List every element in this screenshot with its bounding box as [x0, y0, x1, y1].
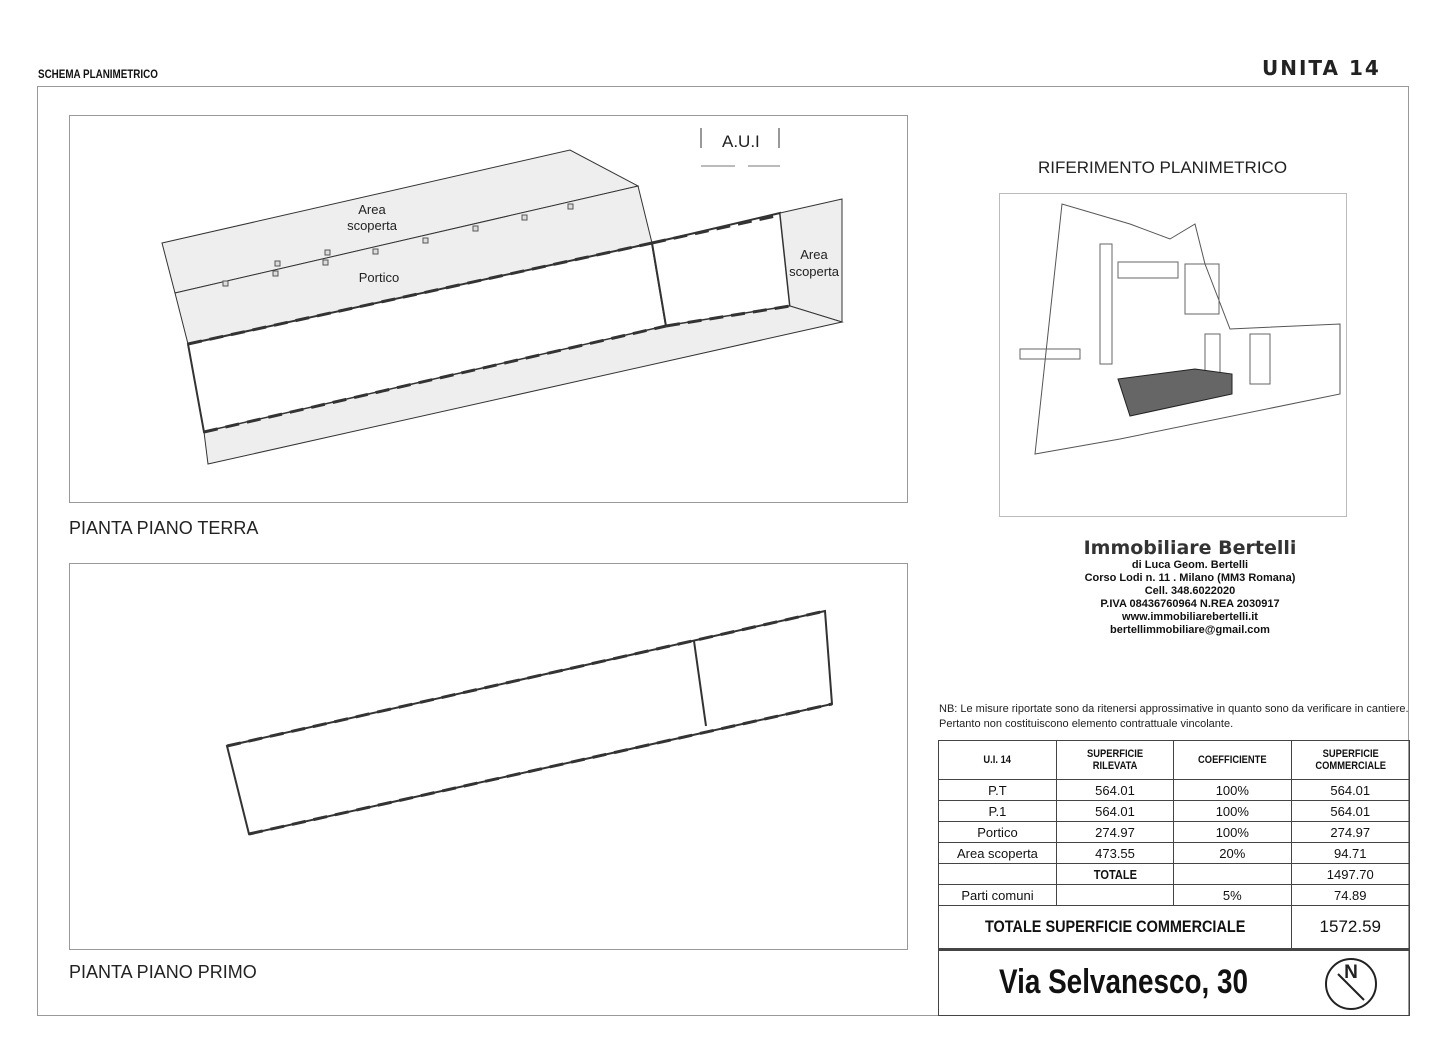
ground-floor-label: PIANTA PIANO TERRA [69, 518, 259, 538]
table-cell: 274.97 [1056, 822, 1173, 843]
unit-title: UNITA 14 [1262, 56, 1381, 80]
table-cell: Parti comuni [939, 885, 1057, 906]
table-row [939, 843, 1410, 864]
table-header: SUPERFICIE COMMERCIALE [1291, 741, 1409, 780]
address-text: Via Selvanesco, 30 [999, 963, 1249, 1001]
table-cell: 100% [1174, 780, 1291, 801]
totale-value: 1497.70 [1291, 864, 1409, 885]
grand-total-row [939, 906, 1410, 949]
company-info [1060, 537, 1320, 637]
aui-label: A.U.I [722, 132, 760, 151]
table-cell: P.1 [939, 801, 1057, 822]
table-cell: 564.01 [1291, 780, 1409, 801]
table-cell: Area scoperta [939, 843, 1057, 864]
ground-floor-panel [69, 115, 908, 503]
company-name: Immobiliare Bertelli [1083, 537, 1297, 559]
portico-label: Portico [358, 270, 400, 285]
schema-title: SCHEMA PLANIMETRICO [38, 67, 158, 81]
area-scoperta-right-label-1: Area [800, 247, 828, 262]
table-cell: 94.71 [1291, 843, 1409, 864]
table-cell: 74.89 [1291, 885, 1409, 906]
company-line: P.IVA 08436760964 N.REA 2030917 [1100, 598, 1280, 610]
table-row [939, 885, 1410, 906]
north-label: N [1344, 962, 1358, 983]
address-box [938, 949, 1410, 1016]
site-plan [1000, 194, 1346, 516]
table-header: SUPERFICIE RILEVATA [1056, 741, 1173, 780]
table-cell: 564.01 [1056, 780, 1173, 801]
disclaimer-note: NB: Le misure riportate sono da ritenersi approssimative in quanto sono da verificare in cantiere. Pertanto non costituiscono elemento contrattuale vincolante. [939, 703, 1409, 730]
company-line: di Luca Geom. Bertelli [1131, 559, 1249, 571]
table-cell: P.T [939, 780, 1057, 801]
surface-table [938, 740, 1410, 949]
table-cell: 274.97 [1291, 822, 1409, 843]
company-email: bertellimmobiliare@gmail.com [1110, 624, 1270, 636]
table-total-row [939, 864, 1410, 885]
table-row [939, 801, 1410, 822]
ground-floor-plan [70, 116, 907, 502]
table-cell: Portico [939, 822, 1057, 843]
table-cell: 564.01 [1056, 801, 1173, 822]
table-cell: 20% [1174, 843, 1291, 864]
table-cell: 5% [1174, 885, 1291, 906]
table-cell [1174, 864, 1291, 885]
grand-total-label: TOTALE SUPERFICIE COMMERCIALE [939, 906, 1292, 949]
table-cell: 100% [1174, 822, 1291, 843]
first-floor-plan [70, 564, 907, 949]
table-cell: 473.55 [1056, 843, 1173, 864]
company-line: Cell. 348.6022020 [1144, 585, 1236, 597]
table-cell [1056, 885, 1173, 906]
table-cell: 564.01 [1291, 801, 1409, 822]
table-header: U.I. 14 [939, 741, 1057, 780]
table-cell: 100% [1174, 801, 1291, 822]
first-floor-label: PIANTA PIANO PRIMO [69, 962, 257, 982]
grand-total-value: 1572.59 [1291, 906, 1409, 949]
reference-map [999, 193, 1347, 517]
reference-title: RIFERIMENTO PLANIMETRICO [1038, 158, 1288, 177]
table-header: COEFFICIENTE [1174, 741, 1291, 780]
company-line: Corso Lodi n. 11 . Milano (MM3 Romana) [1084, 572, 1296, 584]
north-arrow-icon [1322, 956, 1380, 1012]
company-website: www.immobiliarebertelli.it [1122, 611, 1258, 623]
totale-label: TOTALE [1056, 864, 1173, 885]
area-scoperta-right-label-2: scoperta [789, 264, 839, 279]
table-row [939, 822, 1410, 843]
table-cell [939, 864, 1057, 885]
area-scoperta-label-2: scoperta [347, 218, 397, 233]
area-scoperta-label-1: Area [358, 202, 386, 217]
table-row [939, 780, 1410, 801]
first-floor-panel [69, 563, 908, 950]
